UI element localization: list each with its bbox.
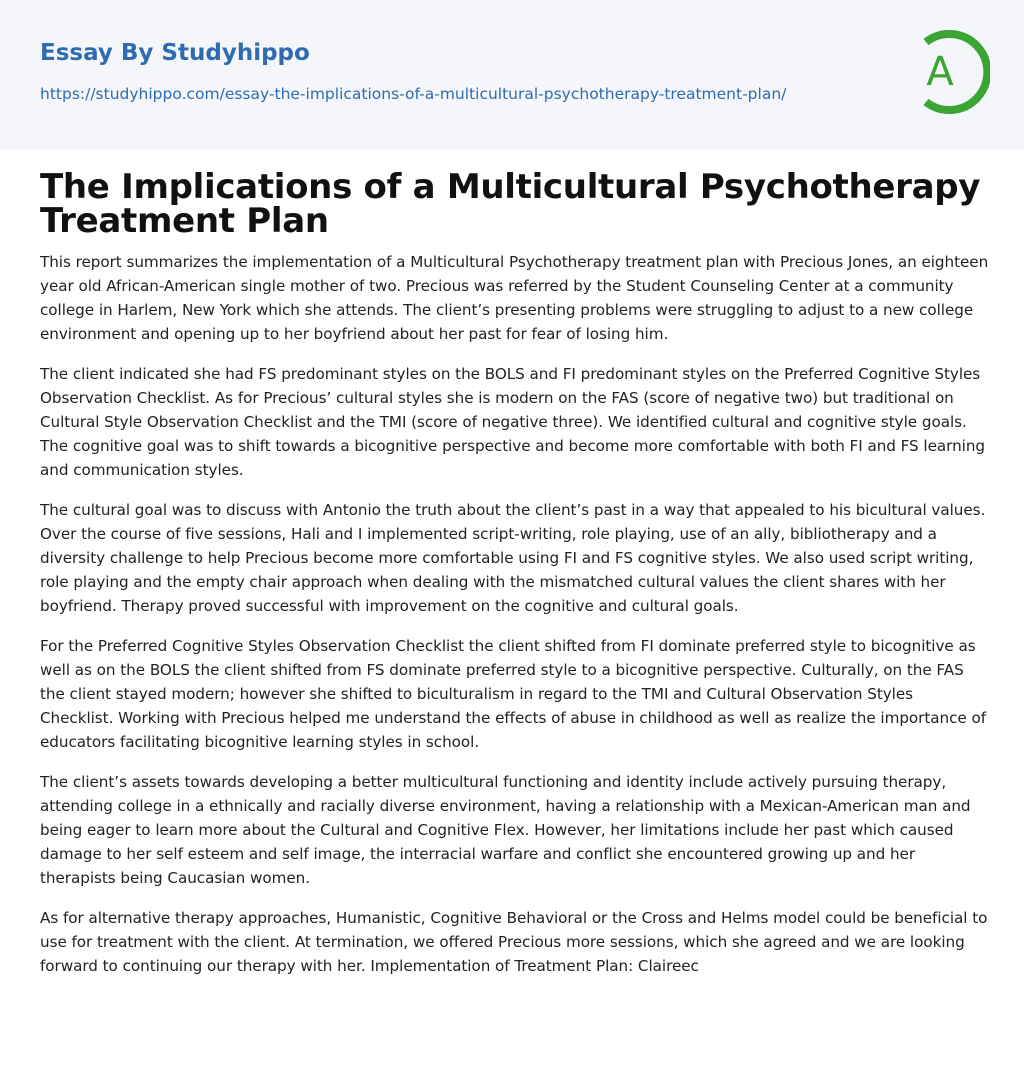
essay-paragraph: The client’s assets towards developing a better multicultural functioning and identity include actively pursuing therapy, attending college in a ethnically and racially diverse environment, having a relationship with a Mexican-American man and being eager to learn more about the Cultural and Cognitive Flex. However, her limitations include her past which caused damage to her self esteem and self image, the interracial warfare and conflict she encountered growing up and her therapists being Caucasian women.: [40, 773, 971, 887]
essay-content: [40, 167, 990, 994]
studyhippo-logo-icon[interactable]: [906, 28, 990, 116]
essay-body: [40, 250, 990, 978]
site-header: [0, 0, 1024, 150]
essay-paragraph: The client indicated she had FS predominant styles on the BOLS and FI predominant styles on the Preferred Cognitive Styles Observation Checklist. As for Precious’ cultural styles she is modern on the FAS (score of negative two) but traditional on Cultural Style Observation Checklist and the TMI (score of negative three). We identified cultural and cognitive style goals. The cognitive goal was to shift towards a bicognitive perspective and become more comfortable with both FI and FS learning and communication styles.: [40, 365, 985, 479]
logo-letter: A: [926, 49, 954, 95]
brand-title[interactable]: Essay By Studyhippo: [40, 40, 310, 66]
essay-url-link[interactable]: https://studyhippo.com/essay-the-implications-of-a-multicultural-psychotherapy-treatment-plan/: [40, 85, 787, 103]
essay-paragraph: As for alternative therapy approaches, Humanistic, Cognitive Behavioral or the Cross and Helms model could be beneficial to use for treatment with the client. At termination, we offered Precious more sessions, which she agreed and we are looking forward to continuing our therapy with her. Implementation of Treatment Plan: Claireec: [40, 909, 988, 975]
essay-paragraph: This report summarizes the implementation of a Multicultural Psychotherapy treatment plan with Precious Jones, an eighteen year old African-American single mother of two. Precious was referred by the Student Counseling Center at a community college in Harlem, New York which she attends. The client’s presenting problems were struggling to adjust to a new college environment and opening up to her boyfriend about her past for fear of losing him.: [40, 253, 989, 343]
essay-paragraph: The cultural goal was to discuss with Antonio the truth about the client’s past in a way that appealed to his bicultural values. Over the course of five sessions, Hali and I implemented script-writing, role playing, use of an ally, bibliotherapy and a diversity challenge to help Precious become more comfortable using FI and FS cognitive styles. We also used script writing, role playing and the empty chair approach when dealing with the mismatched cultural values the client shares with her boyfriend. Therapy proved successful with improvement on the cognitive and cultural goals.: [40, 501, 986, 615]
essay-title: The Implications of a Multicultural Psychotherapy Treatment Plan: [40, 167, 981, 241]
essay-paragraph: For the Preferred Cognitive Styles Observation Checklist the client shifted from FI dominate preferred style to bicognitive as well as on the BOLS the client shifted from FS dominate preferred style to a bicognitive perspective. Culturally, on the FAS the client stayed modern; however she shifted to biculturalism in regard to the TMI and Cultural Observation Styles Checklist. Working with Precious helped me understand the effects of abuse in childhood as well as realize the importance of educators facilitating bicognitive learning styles in school.: [40, 637, 986, 751]
